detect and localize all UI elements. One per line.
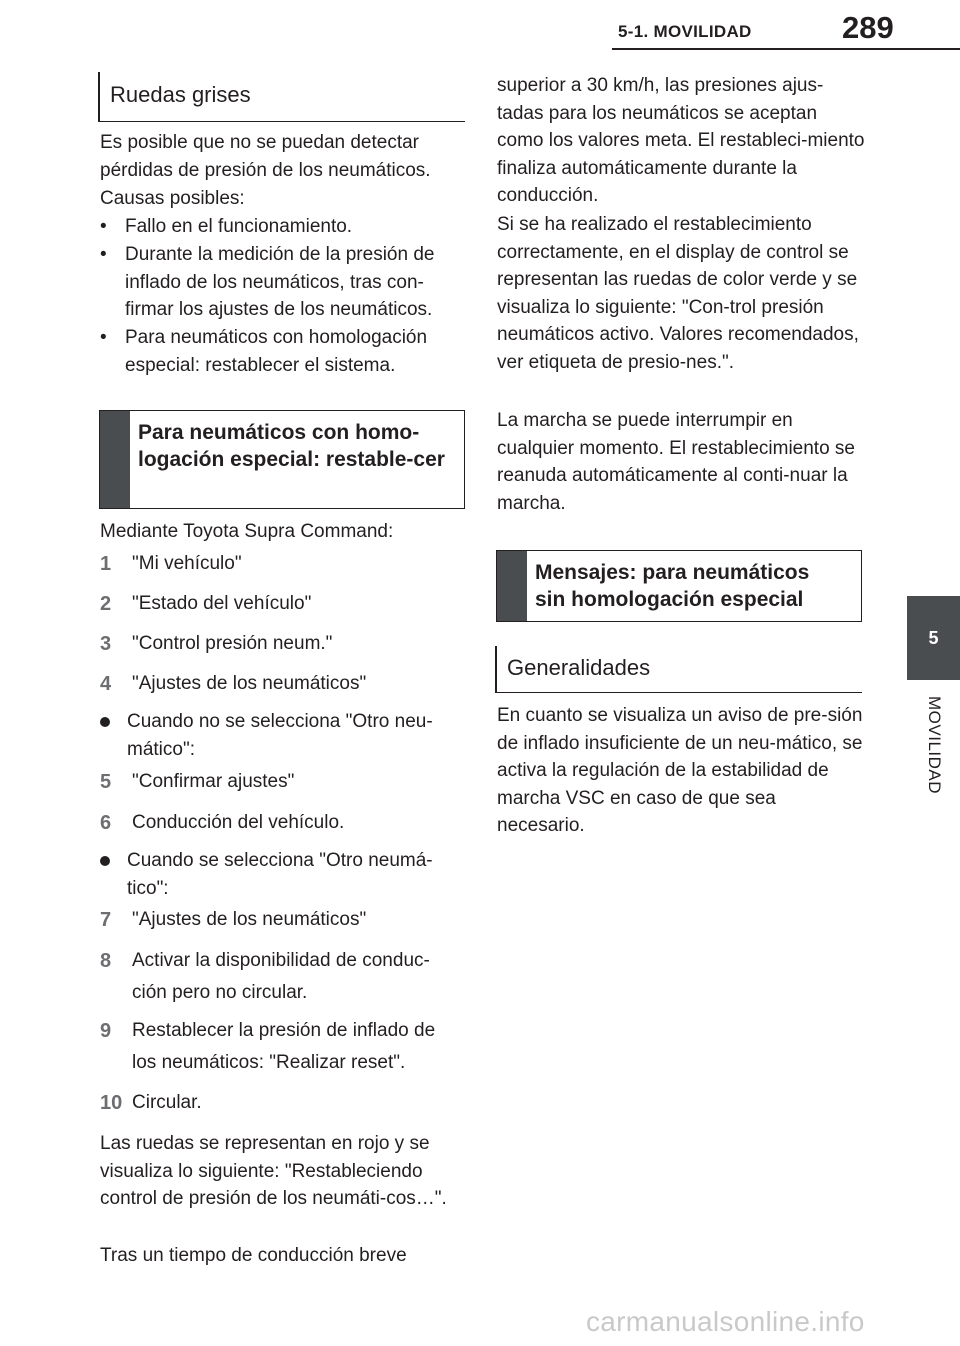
step-number: 1 xyxy=(100,553,112,575)
condition-item: Cuando no se selecciona "Otro neu-mático": xyxy=(100,708,470,764)
step-text: "Ajustes de los neumáticos" xyxy=(132,909,367,930)
chapter-tab xyxy=(907,596,960,680)
step-text: "Mi vehículo" xyxy=(132,553,242,574)
heading-text: Generalidades xyxy=(507,655,651,680)
step-item xyxy=(100,905,470,935)
page-number: 289 xyxy=(842,10,894,45)
heading-text: Ruedas grises xyxy=(110,82,251,107)
list-item: • Durante la medición de la presión de inflado de los neumáticos, tras con-firmar los ajustes de los neumáticos. xyxy=(100,241,470,325)
paragraph: superior a 30 km/h, las presiones ajus-tadas para los neumáticos se aceptan como los valores meta. El restableci-miento finaliza automáticamente durante la conducción. xyxy=(497,75,865,207)
step-item xyxy=(100,946,470,1008)
step-item xyxy=(100,1088,470,1118)
paragraph: Mediante Toyota Supra Command: xyxy=(100,521,394,542)
step-item xyxy=(100,669,470,699)
chapter-number: 5 xyxy=(928,627,939,648)
heading-ruedas-grises xyxy=(98,72,465,122)
list-item: • Para neumáticos con homologación especial: restablecer el sistema. xyxy=(100,324,470,380)
step-number: 2 xyxy=(100,593,112,615)
paragraph: Las ruedas se representan en rojo y se visualiza lo siguiente: "Restableciendo control de presión de los neumáti-cos…". xyxy=(100,1133,447,1210)
step-item xyxy=(100,589,470,619)
step-text: "Ajustes de los neumáticos" xyxy=(132,673,367,694)
bullet-mark: • xyxy=(100,244,107,265)
step-item xyxy=(100,1016,470,1078)
paragraph: Causas posibles: xyxy=(100,188,245,209)
chapter-label: MOVILIDAD xyxy=(925,696,944,795)
bullet-dot-icon xyxy=(100,856,110,866)
step-item xyxy=(100,767,470,797)
step-text: Circular. xyxy=(132,1092,202,1113)
section-title: 5-1. MOVILIDAD xyxy=(618,22,752,41)
heading-generalidades xyxy=(495,646,862,693)
step-text: ción pero no circular. xyxy=(132,982,308,1003)
step-text: los neumáticos: "Realizar reset". xyxy=(132,1052,406,1073)
step-number: 6 xyxy=(100,812,112,834)
heading-bar xyxy=(100,411,130,508)
list-item: • Fallo en el funcionamiento. xyxy=(100,213,470,241)
watermark: carmanualsonline.info xyxy=(586,1306,865,1337)
heading-box-restablecer xyxy=(99,410,465,509)
heading-text: Para neumáticos con homo-logación especial: restable-cer xyxy=(138,421,445,471)
step-text: "Control presión neum." xyxy=(132,633,333,654)
step-number: 9 xyxy=(100,1020,112,1042)
step-text: Restablecer la presión de inflado de xyxy=(132,1020,436,1041)
paragraph: Si se ha realizado el restablecimiento correctamente, en el display de control se representan las ruedas de color verde y se visualiza lo siguiente: "Con-trol presión neumáticos activo. Valores recomendados, ver etiqueta de presio-nes.". xyxy=(497,214,859,373)
heading-box-mensajes xyxy=(496,550,862,622)
step-number: 10 xyxy=(100,1092,123,1114)
step-text: "Estado del vehículo" xyxy=(132,593,312,614)
heading-bar xyxy=(497,551,527,621)
step-number: 7 xyxy=(100,909,112,931)
step-item xyxy=(100,808,470,838)
heading-text: Mensajes: para neumáticos sin homologación especial xyxy=(535,561,810,611)
condition-item: Cuando se selecciona "Otro neumá-tico": xyxy=(100,847,470,903)
paragraph: La marcha se puede interrumpir en cualquier momento. El restablecimiento se reanuda automáticamente al conti-nuar la marcha. xyxy=(497,410,856,514)
step-item xyxy=(100,549,470,579)
step-text: Activar la disponibilidad de conduc- xyxy=(132,950,430,971)
step-number: 3 xyxy=(100,633,112,655)
step-item xyxy=(100,629,470,659)
step-text: "Confirmar ajustes" xyxy=(132,771,295,792)
paragraph: En cuanto se visualiza un aviso de pre-sión de inflado insuficiente de un neu-mático, se activa la regulación de la estabilidad de marcha VSC en caso de que sea necesario. xyxy=(497,705,863,837)
bullet-mark: • xyxy=(100,216,107,237)
step-number: 8 xyxy=(100,950,112,972)
bullet-dot-icon xyxy=(100,717,110,727)
step-number: 4 xyxy=(100,673,112,695)
header-rule xyxy=(612,48,960,50)
bullet-mark: • xyxy=(100,327,107,348)
paragraph: Tras un tiempo de conducción breve xyxy=(100,1245,407,1266)
step-text: Conducción del vehículo. xyxy=(132,812,345,833)
step-number: 5 xyxy=(100,771,112,793)
paragraph: Es posible que no se puedan detectar pérdidas de presión de los neumáticos. xyxy=(100,132,431,181)
